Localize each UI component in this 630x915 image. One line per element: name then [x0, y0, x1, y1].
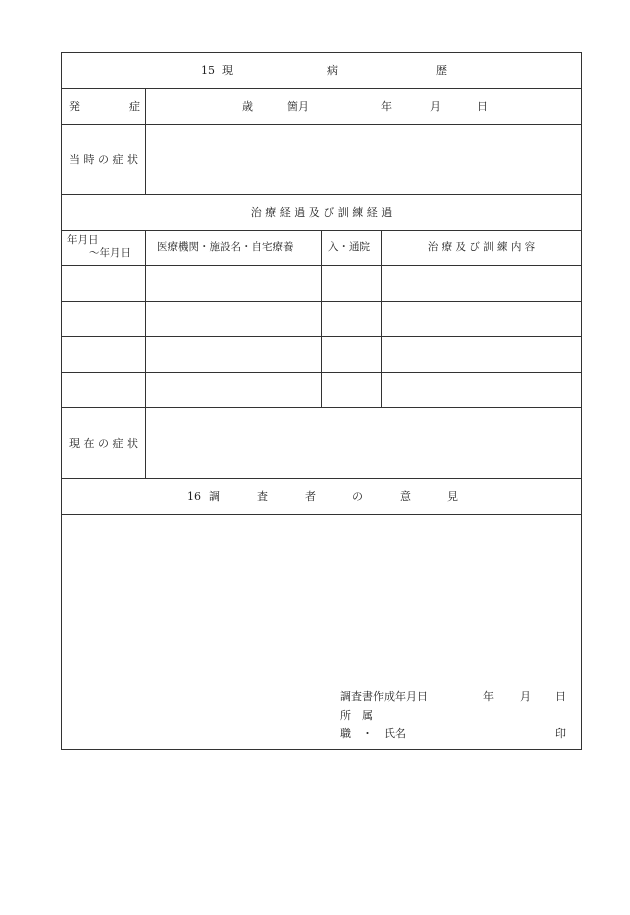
table-cell-type[interactable] [322, 337, 381, 372]
onset-day-unit: 日 [477, 100, 488, 113]
col-content-header: 治 療 及 び 訓 練 内 容 [427, 241, 536, 253]
col-date-bottom: ～年月日 [89, 247, 131, 259]
section-number: 16 [187, 490, 201, 503]
table-row [62, 266, 581, 301]
table-cell-date[interactable] [62, 302, 145, 337]
table-cell-content[interactable] [382, 266, 581, 301]
divider [145, 88, 146, 195]
created-day-unit: 日 [555, 690, 566, 703]
divider [62, 514, 581, 515]
table-cell-facility[interactable] [146, 266, 321, 301]
table-cell-type[interactable] [322, 373, 381, 407]
section-title-char: 者 [305, 490, 316, 503]
divider [62, 88, 581, 89]
section-title-char: 査 [257, 490, 268, 503]
table-cell-facility[interactable] [146, 373, 321, 407]
table-cell-date[interactable] [62, 373, 145, 407]
table-cell-facility[interactable] [146, 337, 321, 372]
table-row [62, 302, 581, 337]
table-cell-facility[interactable] [146, 302, 321, 337]
section-title-char: の [352, 490, 363, 503]
table-cell-content[interactable] [382, 337, 581, 372]
section-title-char: 見 [447, 490, 458, 503]
col-facility-header: 医療機関・施設名・自宅療養 [157, 241, 294, 253]
created-year-unit: 年 [483, 690, 494, 703]
table-cell-type[interactable] [322, 302, 381, 337]
created-date-label: 調査書作成年月日 [340, 690, 428, 703]
section-title-char: 歴 [436, 64, 447, 77]
onset-label-char: 症 [129, 100, 140, 113]
section-title-char: 病 [327, 64, 338, 77]
col-date-top: 年月日 [67, 234, 99, 246]
section-number: 15 [201, 64, 215, 77]
created-month-unit: 月 [520, 690, 531, 703]
section-title-char: 意 [400, 490, 411, 503]
table-row [62, 373, 581, 407]
onset-age-unit: 歳 [242, 100, 253, 113]
investigation-form [61, 52, 582, 750]
onset-month-unit: 月 [430, 100, 441, 113]
table-cell-content[interactable] [382, 373, 581, 407]
section-title-char: 調 [209, 490, 220, 503]
onset-year-unit: 年 [381, 100, 392, 113]
table-cell-content[interactable] [382, 302, 581, 337]
divider [145, 407, 146, 478]
table-cell-date[interactable] [62, 266, 145, 301]
onset-months-unit: 箇月 [287, 100, 309, 113]
treatment-title: 治 療 経 過 及 び 訓 練 経 過 [250, 206, 393, 219]
divider [62, 124, 581, 125]
position-name-label: 職 ・ 氏名 [340, 727, 406, 740]
onset-label-char: 発 [69, 100, 80, 113]
col-type-header: 入・通院 [328, 241, 370, 253]
affiliation-label: 所 属 [340, 709, 373, 722]
table-row [62, 337, 581, 372]
divider [62, 478, 581, 479]
divider [62, 194, 581, 195]
table-cell-date[interactable] [62, 337, 145, 372]
symptoms-now-label: 現 在 の 症 状 [69, 437, 138, 450]
table-cell-type[interactable] [322, 266, 381, 301]
symptoms-then-label: 当 時 の 症 状 [69, 153, 138, 166]
seal-mark: 印 [555, 727, 566, 740]
section-title-char: 現 [222, 64, 233, 77]
